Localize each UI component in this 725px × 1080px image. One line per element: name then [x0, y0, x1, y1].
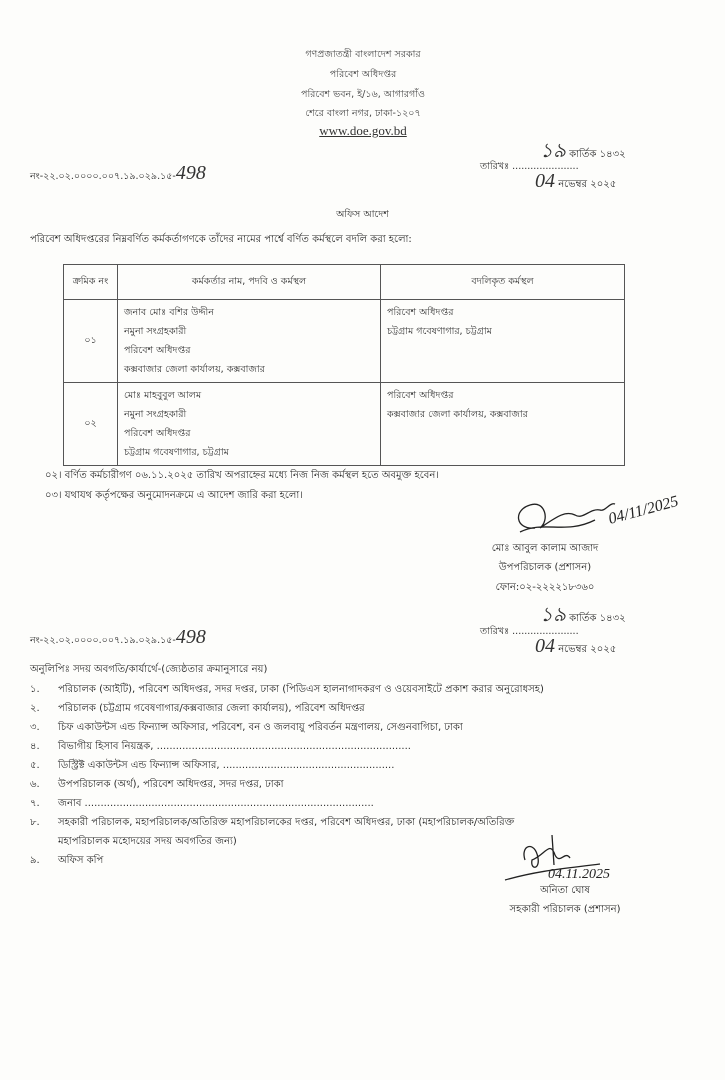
- item-number: ৬.: [30, 779, 40, 790]
- list-item: [30, 720, 463, 737]
- transfer-table: [63, 264, 625, 466]
- date-bangla-month: কার্তিক ১৪৩২: [569, 149, 626, 160]
- item-number: ৫.: [30, 760, 40, 771]
- list-item: [30, 796, 374, 813]
- item-text: বিভাগীয় হিসাব নিয়ন্ত্রক, ................................................................................: [58, 741, 411, 752]
- transfer-department: পরিবেশ অধিদপ্তর: [387, 307, 454, 318]
- officer-office: কক্সবাজার জেলা কার্যালয়, কক্সবাজার: [124, 364, 265, 375]
- transfer-office: কক্সবাজার জেলা কার্যালয়, কক্সবাজার: [387, 409, 528, 420]
- date-label: তারিখঃ ......................: [480, 161, 579, 172]
- signatory-2-name: অনিতা ঘোষ: [540, 885, 590, 896]
- table-row: [64, 300, 625, 383]
- item-text: পরিচালক (আইটি), পরিবেশ অধিদপ্তর, সদর দপ্তর, ঢাকা (পিডিএস হালনাগাদকরণ ও ওয়েবসাইটে প্রকাশ করার অনুরোধসহ): [58, 684, 544, 695]
- list-item: [30, 739, 411, 756]
- item-number: ৭.: [30, 798, 40, 809]
- memo-number-2: [30, 626, 206, 649]
- transfer-office: চট্টগ্রাম গবেষণাগার, চট্টগ্রাম: [387, 326, 492, 337]
- list-item: [30, 815, 514, 832]
- memo-number-text: নং-২২.০২.০০০০.০০৭.১৯.০২৯.১৫-: [30, 635, 176, 646]
- address-line-2: শেরে বাংলা নগর, ঢাকা-১২০৭: [305, 108, 421, 119]
- memo-number-text: নং-২২.০২.০০০০.০০৭.১৯.০২৯.১৫-: [30, 171, 176, 182]
- paragraph-2: ০২। বর্ণিত কর্মচারীগণ ০৬.১১.২০২৫ তারিখ অপরাহ্নের মধ্যে নিজ নিজ কর্মস্থল হতে অবমুক্ত হবেন।: [45, 470, 439, 481]
- list-item: [30, 853, 103, 870]
- signatory-1-designation: উপপরিচালক (প্রশাসন): [498, 562, 592, 573]
- item-text: উপপরিচালক (অর্থ), পরিবেশ অধিদপ্তর, সদর দপ্তর, ঢাকা: [58, 779, 284, 790]
- copy-heading: অনুলিপিঃ সদয় অবগতি/কার্যার্থে-(জ্যেষ্ঠতার ক্রমানুসারে নয়): [30, 664, 268, 675]
- current-cell: [118, 383, 381, 466]
- signatory-1-phone: ফোন:০২-২২২২১৮৩৬০: [495, 582, 595, 593]
- item-number: ৮.: [30, 817, 40, 828]
- item-text: চিফ একাউন্টস এন্ড ফিন্যান্স অফিসার, পরিবেশ, বন ও জলবায়ু পরিবর্তন মন্ত্রণালয়, সেগুনবাগিচা, ঢাকা: [58, 722, 463, 733]
- header-serial: ক্রমিক নং: [64, 265, 118, 300]
- header-current: কর্মকর্তার নাম, পদবি ও কর্মস্থল: [118, 265, 381, 300]
- list-item: [30, 777, 284, 794]
- website-link[interactable]: www.doe.gov.bd: [319, 123, 407, 138]
- item-text: জনাব ...........................................................................................: [58, 798, 374, 809]
- item-text: পরিচালক (চট্টগ্রাম গবেষণাগার/কক্সবাজার জেলা কার্যালয়), পরিবেশ অধিদপ্তর: [58, 703, 365, 714]
- officer-designation: নমুনা সংগ্রহকারী: [124, 409, 187, 420]
- date-bangla-day: ১৯: [540, 140, 566, 162]
- officer-department: পরিবেশ অধিদপ্তর: [124, 345, 191, 356]
- list-item: [30, 682, 544, 699]
- govt-name: গণপ্রজাতন্ত্রী বাংলাদেশ সরকার: [305, 49, 421, 60]
- date-label-2: তারিখঃ ......................: [480, 626, 579, 637]
- transfer-cell: [381, 383, 625, 466]
- table-row: [64, 383, 625, 466]
- officer-name: জনাব মোঃ বশির উদ্দীন: [124, 307, 214, 318]
- order-title: অফিস আদেশ: [336, 209, 389, 220]
- signatory-1-name: মোঃ আবুল কালাম আজাদ: [491, 543, 599, 554]
- date-english-2: [535, 635, 616, 659]
- intro-text: পরিবেশ অধিদপ্তরের নিম্নবর্ণিত কর্মকর্তাগণকে তাঁদের নামের পার্শ্বে বর্ণিত কর্মস্থলে বদলি করা হলো:: [30, 234, 412, 245]
- item-number: ২.: [30, 703, 40, 714]
- signature-1: [505, 490, 695, 540]
- officer-name: মোঃ মাহবুবুল আলম: [124, 390, 202, 401]
- memo-number: [30, 162, 206, 185]
- transfer-department: পরিবেশ অধিদপ্তর: [387, 390, 454, 401]
- officer-designation: নমুনা সংগ্রহকারী: [124, 326, 187, 337]
- paragraph-3: ০৩। যথাযথ কর্তৃপক্ষের অনুমোদনক্রমে এ আদেশ জারি করা হলো।: [45, 490, 303, 501]
- date-english-day: 04: [535, 635, 555, 657]
- officer-department: পরিবেশ অধিদপ্তর: [124, 428, 191, 439]
- date-english-day: 04: [535, 170, 555, 192]
- item-text: অফিস কপি: [58, 855, 104, 866]
- list-item-continuation: মহাপরিচালক মহোদয়ের সদয় অবগতির জন্য): [58, 836, 237, 847]
- date-bangla-month: কার্তিক ১৪৩২: [569, 613, 626, 624]
- serial-cell: ০১: [64, 300, 118, 383]
- item-number: ৩.: [30, 722, 40, 733]
- date-english-month: নভেম্বর ২০২৫: [558, 644, 617, 655]
- department-name: পরিবেশ অধিদপ্তর: [329, 69, 397, 80]
- signature-1-date: 04/11/2025: [606, 492, 681, 528]
- item-number: ৯.: [30, 855, 40, 866]
- transfer-cell: [381, 300, 625, 383]
- item-text: সহকারী পরিচালক, মহাপরিচালক/অতিরিক্ত মহাপরিচালকের দপ্তর, পরিবেশ অধিদপ্তর, ঢাকা (মহাপরিচালক/অতিরিক্ত: [58, 817, 515, 828]
- current-cell: [118, 300, 381, 383]
- list-item: [30, 758, 394, 775]
- item-number: ১.: [30, 684, 40, 695]
- officer-office: চট্টগ্রাম গবেষণাগার, চট্টগ্রাম: [124, 447, 229, 458]
- signature-2: [500, 830, 630, 885]
- signature-2-date: 04.11.2025: [548, 867, 610, 882]
- address-line-1: পরিবেশ ভবন, ই/১৬, আগারগাঁও: [301, 89, 425, 100]
- memo-number-handwritten: 498: [175, 626, 206, 648]
- item-text: ডিস্ট্রিক্ট একাউন্টস এন্ড ফিন্যান্স অফিসার, ......................................................: [58, 760, 395, 771]
- table-header-row: [64, 265, 625, 300]
- item-number: ৪.: [30, 741, 40, 752]
- date-english: [535, 170, 616, 194]
- signatory-2-designation: সহকারী পরিচালক (প্রশাসন): [509, 904, 621, 915]
- date-english-month: নভেম্বর ২০২৫: [558, 179, 617, 190]
- date-bangla-day: ১৯: [540, 604, 566, 626]
- header-transfer: বদলিকৃত কর্মস্থল: [381, 265, 625, 300]
- serial-cell: ০২: [64, 383, 118, 466]
- list-item: [30, 701, 365, 718]
- memo-number-handwritten: 498: [175, 162, 206, 184]
